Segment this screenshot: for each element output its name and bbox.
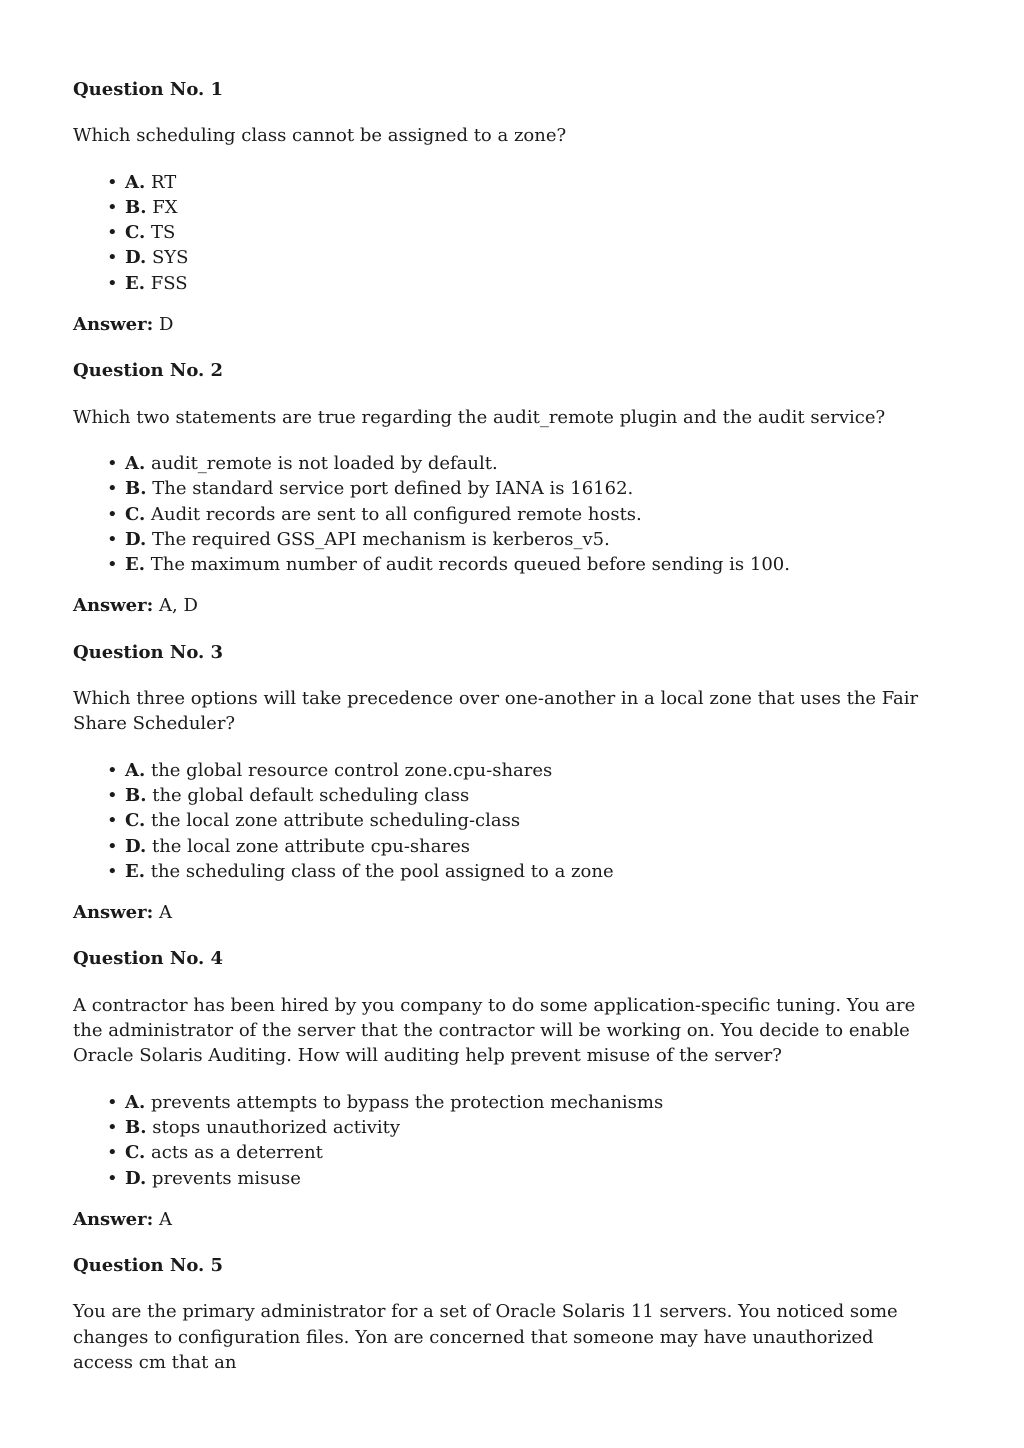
option-letter: B.: [125, 784, 147, 806]
question-text: Which three options will take precedence over one-another in a local zone that uses the Fair Share Scheduler?: [73, 688, 919, 735]
option-letter: C.: [125, 222, 146, 244]
bullet-icon: •: [107, 196, 118, 218]
option-text: the local zone attribute scheduling-class: [151, 810, 521, 832]
option-letter: A.: [125, 1091, 146, 1113]
option-text: The maximum number of audit records queued before sending is 100.: [150, 554, 790, 576]
bullet-icon: •: [107, 222, 118, 244]
option-text: the local zone attribute cpu-shares: [151, 835, 470, 857]
option-text: the global resource control zone.cpu-shares: [150, 759, 553, 781]
answer: [73, 593, 939, 618]
bullet-icon: •: [107, 759, 118, 781]
option-item: [107, 552, 939, 577]
question-3: [73, 640, 939, 926]
option-letter: C.: [125, 1142, 146, 1164]
option-letter: B.: [125, 1116, 147, 1138]
option-item: [107, 1166, 939, 1191]
option-item: [107, 859, 939, 884]
bullet-icon: •: [107, 860, 118, 882]
answer-label: Answer:: [73, 902, 154, 924]
option-letter: D.: [125, 247, 147, 269]
options-list: [73, 451, 939, 577]
options-list: [73, 758, 939, 884]
option-item: [107, 476, 939, 501]
question-title: Question No. 4: [73, 948, 224, 970]
option-item: [107, 1090, 939, 1115]
answer-label: Answer:: [73, 595, 154, 617]
option-item: [107, 195, 939, 220]
option-item: [107, 502, 939, 527]
option-item: [107, 783, 939, 808]
option-item: [107, 245, 939, 270]
option-letter: A.: [125, 759, 146, 781]
option-letter: E.: [125, 554, 145, 576]
option-item: [107, 1140, 939, 1165]
option-letter: D.: [125, 835, 147, 857]
question-title: Question No. 3: [73, 641, 224, 663]
answer: [73, 1207, 939, 1232]
bullet-icon: •: [107, 247, 118, 269]
option-letter: E.: [125, 272, 145, 294]
option-item: [107, 527, 939, 552]
option-text: The required GSS_API mechanism is kerberos_v5.: [151, 528, 610, 550]
document-page: [73, 77, 939, 1396]
bullet-icon: •: [107, 528, 118, 550]
answer-label: Answer:: [73, 314, 154, 336]
answer: [73, 312, 939, 337]
option-item: [107, 220, 939, 245]
option-text: audit_remote is not loaded by default.: [150, 452, 498, 474]
question-title: Question No. 1: [73, 79, 224, 100]
question-title: Question No. 5: [73, 1255, 224, 1277]
option-letter: C.: [125, 810, 146, 832]
option-item: [107, 758, 939, 783]
bullet-icon: •: [107, 835, 118, 857]
options-list: [73, 170, 939, 296]
bullet-icon: •: [107, 554, 118, 576]
question-4: [73, 946, 939, 1232]
question-text: Which two statements are true regarding the audit_remote plugin and the audit service?: [73, 406, 886, 428]
bullet-icon: •: [107, 478, 118, 500]
answer-value: A: [159, 1208, 172, 1230]
question-5: [73, 1253, 939, 1375]
option-letter: C.: [125, 503, 146, 525]
bullet-icon: •: [107, 272, 118, 294]
bullet-icon: •: [107, 1167, 118, 1189]
answer-value: D: [159, 314, 174, 336]
option-text: RT: [150, 171, 177, 193]
question-text: A contractor has been hired by you company to do some application-specific tuning. You are the administrator of the server that the contractor will be working on. You decide to enable Oracle Solaris Auditing. How will auditing help prevent misuse of the server?: [73, 994, 916, 1067]
option-text: the scheduling class of the pool assigned to a zone: [150, 860, 614, 882]
bullet-icon: •: [107, 784, 118, 806]
option-text: acts as a deterrent: [151, 1142, 323, 1164]
option-letter: D.: [125, 1167, 147, 1189]
option-item: [107, 834, 939, 859]
option-text: prevents attempts to bypass the protection mechanisms: [150, 1091, 664, 1113]
question-1: [73, 77, 939, 337]
question-text: You are the primary administrator for a set of Oracle Solaris 11 servers. You noticed some changes to configuration files. Yon are concerned that someone may have unauthorized access cm that an: [73, 1301, 898, 1373]
option-item: [107, 451, 939, 476]
option-text: TS: [151, 222, 176, 244]
options-list: [73, 1090, 939, 1191]
bullet-icon: •: [107, 503, 118, 525]
option-letter: A.: [125, 171, 146, 193]
option-text: Audit records are sent to all configured remote hosts.: [151, 503, 642, 525]
answer-label: Answer:: [73, 1208, 154, 1230]
option-letter: A.: [125, 452, 146, 474]
bullet-icon: •: [107, 1091, 118, 1113]
bullet-icon: •: [107, 1142, 118, 1164]
option-text: stops unauthorized activity: [152, 1116, 401, 1138]
option-letter: B.: [125, 478, 147, 500]
option-item: [107, 808, 939, 833]
option-letter: B.: [125, 196, 147, 218]
bullet-icon: •: [107, 1116, 118, 1138]
answer-value: A: [159, 902, 172, 924]
answer: [73, 900, 939, 925]
answer-value: A, D: [159, 595, 198, 617]
option-text: FSS: [150, 272, 188, 294]
option-item: [107, 170, 939, 195]
option-text: prevents misuse: [151, 1167, 301, 1189]
option-letter: E.: [125, 860, 145, 882]
question-2: [73, 358, 939, 618]
option-item: [107, 271, 939, 296]
option-text: FX: [152, 196, 178, 218]
option-item: [107, 1115, 939, 1140]
option-text: The standard service port defined by IANA is 16162.: [152, 478, 634, 500]
option-letter: D.: [125, 528, 147, 550]
question-text: Which scheduling class cannot be assigned to a zone?: [73, 125, 567, 147]
option-text: SYS: [151, 247, 189, 269]
question-title: Question No. 2: [73, 360, 224, 382]
option-text: the global default scheduling class: [152, 784, 470, 806]
bullet-icon: •: [107, 171, 118, 193]
bullet-icon: •: [107, 452, 118, 474]
bullet-icon: •: [107, 810, 118, 832]
